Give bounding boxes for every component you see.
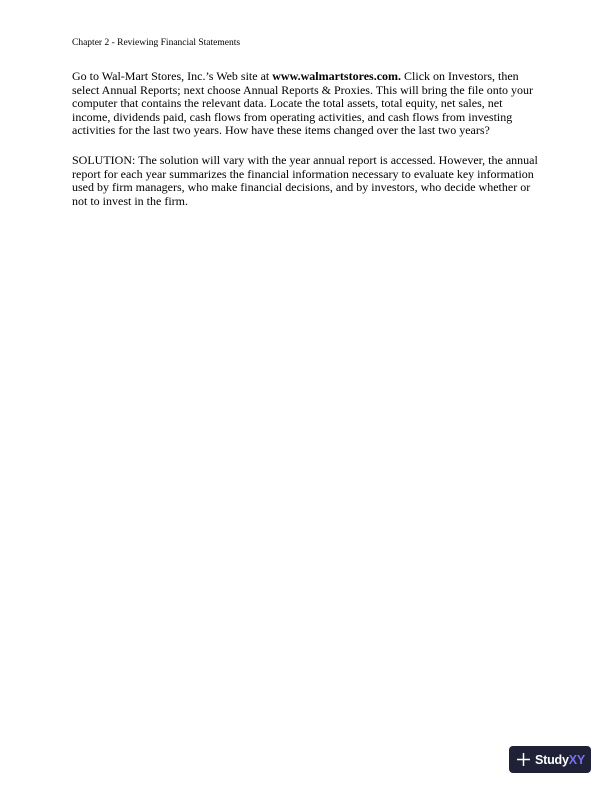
solution-paragraph: SOLUTION: The solution will vary with the year annual report is accessed. However, the annual report for each year summarizes the financial information necessary to evaluate key information used by firm managers, who make financial decisions, and by investors, who decide whether or not to invest in the firm. [72, 153, 538, 208]
question-rest: Click on Investors, then select Annual Reports; next choose Annual Reports & Proxies. This will bring the file onto your computer that contains the relevant data. Locate the total assets, total equity, net sales, net income, dividends paid, cash flows from operating activities, and cash flows from investing activities for the last two years. How have these items changed over the last two years? [72, 69, 534, 138]
website-url: www.walmartstores.com. [272, 69, 402, 83]
logo-text [535, 753, 585, 767]
studyxy-logo [509, 746, 591, 773]
logo-text-main: Study [535, 752, 569, 767]
question-paragraph [72, 70, 542, 138]
question-intro: Go to Wal-Mart Stores, Inc.’s Web site at [72, 69, 273, 83]
page-header: Chapter 2 - Reviewing Financial Statements [72, 38, 241, 48]
plus-icon [517, 753, 530, 766]
logo-text-accent: XY [568, 752, 586, 767]
